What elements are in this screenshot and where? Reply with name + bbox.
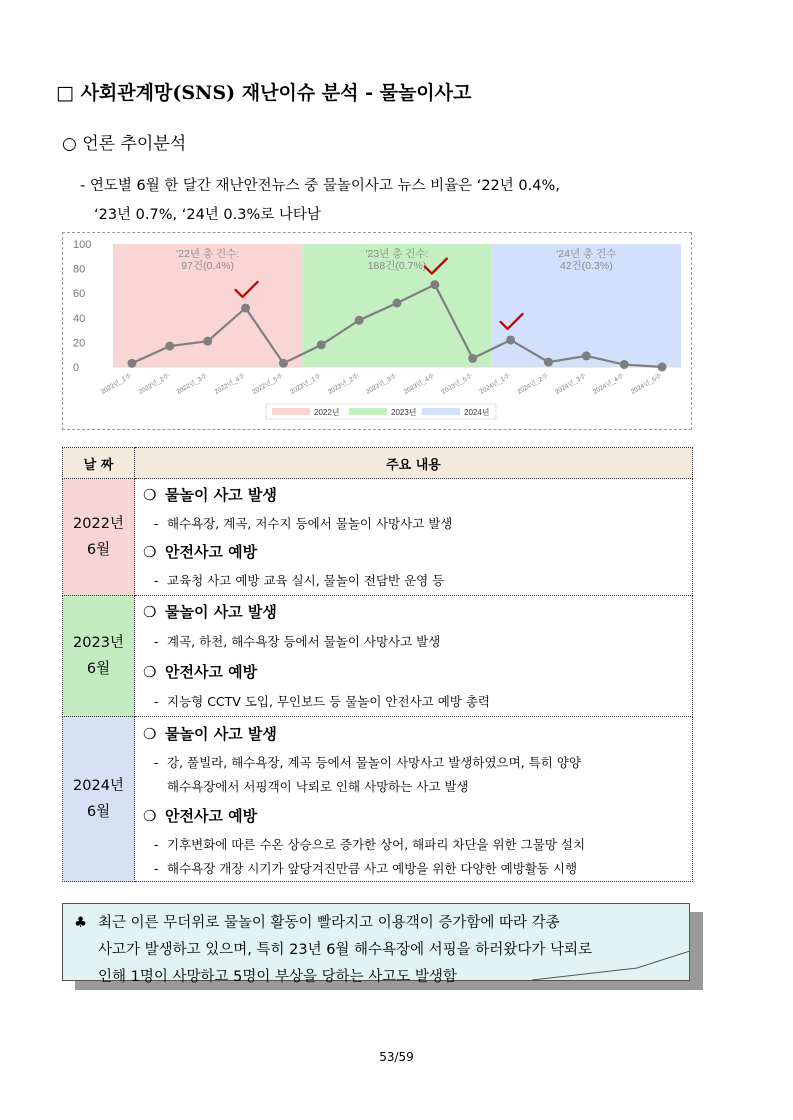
- item-heading: [135, 537, 692, 567]
- item-heading-text: 물놀이 사고 발생: [165, 603, 277, 621]
- table-header-row: [63, 448, 693, 479]
- table-row-2024: [63, 717, 693, 882]
- page-title: □ 사회관계망(SNS) 재난이슈 분석 - 물놀이사고: [56, 82, 472, 104]
- trend-chart: [62, 232, 692, 430]
- x-tick-label: 2024년_5주: [629, 372, 664, 396]
- item-heading: [135, 656, 692, 688]
- item-heading-text: 안전사고 예방: [165, 807, 258, 825]
- band-annotation: 188건(0.7%): [367, 260, 427, 272]
- item-heading: [135, 717, 692, 751]
- band-annotation: '24년 총 건수: [556, 248, 617, 260]
- date-month: 6월: [86, 542, 111, 558]
- legend-label: 2022년: [314, 408, 340, 417]
- date-cell-2022: [63, 479, 135, 596]
- band-annotation: 42건(0.3%): [559, 260, 613, 272]
- data-point: [544, 358, 553, 367]
- legend-swatch: [272, 408, 310, 415]
- date-year: 2023년: [73, 635, 124, 651]
- item-detail-text: 계곡, 하천, 해수욕장 등에서 물놀이 사망사고 발생: [167, 634, 441, 649]
- item-heading-text: 안전사고 예방: [165, 663, 258, 681]
- item-heading-text: 물놀이 사고 발생: [165, 725, 277, 743]
- item-detail: - 해수욕장 개장 시기가 앞당겨진만큼 사고 예방을 위한 다양한 예방활동 시행: [154, 861, 578, 876]
- item-detail-text: 해수욕장에서 서핑객이 낙뢰로 인해 사망하는 사고 발생: [167, 779, 469, 794]
- y-tick-label: 80: [73, 263, 86, 276]
- data-point: [658, 363, 667, 372]
- y-tick-label: 40: [73, 312, 86, 325]
- item-detail: - 교육청 사고 예방 교육 실시, 물놀이 전담반 운영 등: [154, 573, 445, 588]
- bullet-icon: ❍: [143, 543, 157, 561]
- y-tick-label: 60: [73, 288, 86, 301]
- item-detail: - 해수욕장, 계곡, 저수지 등에서 물놀이 사망사고 발생: [154, 516, 453, 531]
- data-point: [620, 360, 629, 369]
- x-tick-label: 2022년_1주: [99, 372, 133, 396]
- summary-paragraph: [80, 172, 705, 230]
- bullet-icon: ❍: [143, 725, 157, 743]
- x-tick-label: 2023년_3주: [364, 372, 398, 396]
- legend-label: 2023년: [391, 408, 417, 417]
- y-tick-label: 0: [73, 362, 80, 374]
- x-tick-label: 2023년_2주: [326, 372, 361, 396]
- club-icon: ♣: [74, 915, 87, 931]
- band-annotation: 97건(0.4%): [181, 260, 235, 272]
- data-point: [241, 303, 250, 312]
- note-line-1: ♣ 최근 이른 무더위로 물놀이 활동이 빨라지고 이용객이 증가함에 따라 각종: [74, 910, 694, 937]
- x-tick-label: 2024년_3주: [554, 372, 588, 396]
- date-year: 2024년: [73, 778, 124, 794]
- bullet-icon: ❍: [143, 603, 157, 621]
- bullet-icon: ❍: [143, 663, 157, 681]
- data-point: [355, 316, 364, 325]
- summary-line-2: ‘23년 0.7%, ‘24년 0.3%로 나타남: [94, 207, 321, 223]
- item-heading: [135, 799, 692, 833]
- item-detail-text: 교육청 사고 예방 교육 실시, 물놀이 전담반 운영 등: [167, 573, 445, 588]
- content-cell-2024: [135, 717, 693, 882]
- note-line-3: 인해 1명이 사망하고 5명이 부상을 당하는 사고도 발생함: [98, 969, 457, 985]
- data-point: [393, 299, 402, 308]
- item-detail: - 강, 풀빌라, 해수욕장, 계곡 등에서 물놀이 사망사고 발생하였으며, 특히 양양: [154, 755, 581, 770]
- date-cell-2024: [63, 717, 135, 882]
- item-detail-text: 기후변화에 따른 수온 상승으로 증가한 상어, 해파리 차단을 위한 그물망 설치: [167, 837, 586, 852]
- x-tick-label: 2023년_4주: [402, 372, 436, 396]
- header-content: 주요 내용: [135, 448, 693, 479]
- table-row-2023: [63, 596, 693, 717]
- content-cell-2022: [135, 479, 693, 596]
- item-detail-text: 해수욕장, 계곡, 저수지 등에서 물놀이 사망사고 발생: [167, 516, 453, 531]
- data-point: [506, 335, 515, 344]
- data-point: [165, 342, 174, 351]
- y-tick-label: 100: [73, 239, 92, 251]
- item-detail: - 지능형 CCTV 도입, 무인보드 등 물놀이 안전사고 예방 총력: [154, 694, 490, 709]
- item-heading: [135, 479, 692, 511]
- item-heading-text: 안전사고 예방: [165, 543, 258, 561]
- date-month: 6월: [86, 661, 111, 677]
- band-annotation: '23년 총 건수:: [365, 248, 429, 260]
- header-date: 날 짜: [63, 448, 135, 479]
- x-tick-label: 2022년_4주: [213, 372, 247, 396]
- data-point: [279, 359, 288, 368]
- section-heading: ○ 언론 추이분석: [62, 134, 187, 154]
- x-tick-label: 2022년_2주: [137, 372, 171, 396]
- item-detail-text: 해수욕장 개장 시기가 앞당겨진만큼 사고 예방을 위한 다양한 예방활동 시행: [167, 861, 578, 876]
- legend-swatch: [422, 408, 460, 415]
- table-row-2022: [63, 479, 693, 596]
- item-detail-text: 강, 풀빌라, 해수욕장, 계곡 등에서 물놀이 사망사고 발생하였으며, 특히 양양: [167, 755, 581, 770]
- bullet-icon: ❍: [143, 486, 157, 504]
- date-month: 6월: [86, 804, 111, 820]
- x-tick-label: 2024년_4주: [592, 372, 626, 396]
- note-line-2: 사고가 발생하고 있으며, 특히 23년 6월 해수욕장에 서핑을 하러왔다가 낙뢰로: [98, 942, 592, 958]
- bullet-icon: ❍: [143, 807, 157, 825]
- data-point: [203, 337, 212, 346]
- data-point: [127, 359, 136, 368]
- x-tick-label: 2023년_1주: [289, 372, 323, 396]
- x-tick-label: 2024년_1주: [478, 372, 512, 396]
- x-tick-label: 2023년_5주: [440, 372, 474, 396]
- item-heading: [135, 596, 692, 628]
- item-detail: - 기후변화에 따른 수온 상승으로 증가한 상어, 해파리 차단을 위한 그물망 설치: [154, 837, 586, 852]
- data-point: [317, 340, 326, 349]
- x-tick-label: 2022년_5주: [251, 372, 285, 396]
- legend-label: 2024년: [464, 408, 490, 417]
- item-heading-text: 물놀이 사고 발생: [165, 486, 277, 504]
- legend-swatch: [349, 408, 387, 415]
- page-number: 53/59: [379, 1050, 414, 1064]
- y-tick-label: 20: [73, 337, 86, 350]
- item-detail-text: 지능형 CCTV 도입, 무인보드 등 물놀이 안전사고 예방 총력: [167, 694, 490, 709]
- item-detail: - 계곡, 하천, 해수욕장 등에서 물놀이 사망사고 발생: [154, 634, 441, 649]
- data-point: [430, 280, 439, 289]
- summary-table: [62, 447, 693, 882]
- date-year: 2022년: [73, 516, 124, 532]
- band-annotation: '22년 총 건수:: [176, 248, 240, 260]
- item-detail-continued: [135, 775, 692, 799]
- data-point: [582, 351, 591, 360]
- date-cell-2023: [63, 596, 135, 717]
- summary-line-1: - 연도별 6월 한 달간 재난안전뉴스 중 물놀이사고 뉴스 비율은 ‘22년 0.4%,: [80, 178, 560, 194]
- note-text: [74, 910, 694, 991]
- x-tick-label: 2022년_3주: [175, 372, 209, 396]
- x-tick-label: 2024년_2주: [516, 372, 550, 396]
- trend-chart-svg: [63, 233, 693, 431]
- content-cell-2023: [135, 596, 693, 717]
- data-point: [468, 354, 477, 363]
